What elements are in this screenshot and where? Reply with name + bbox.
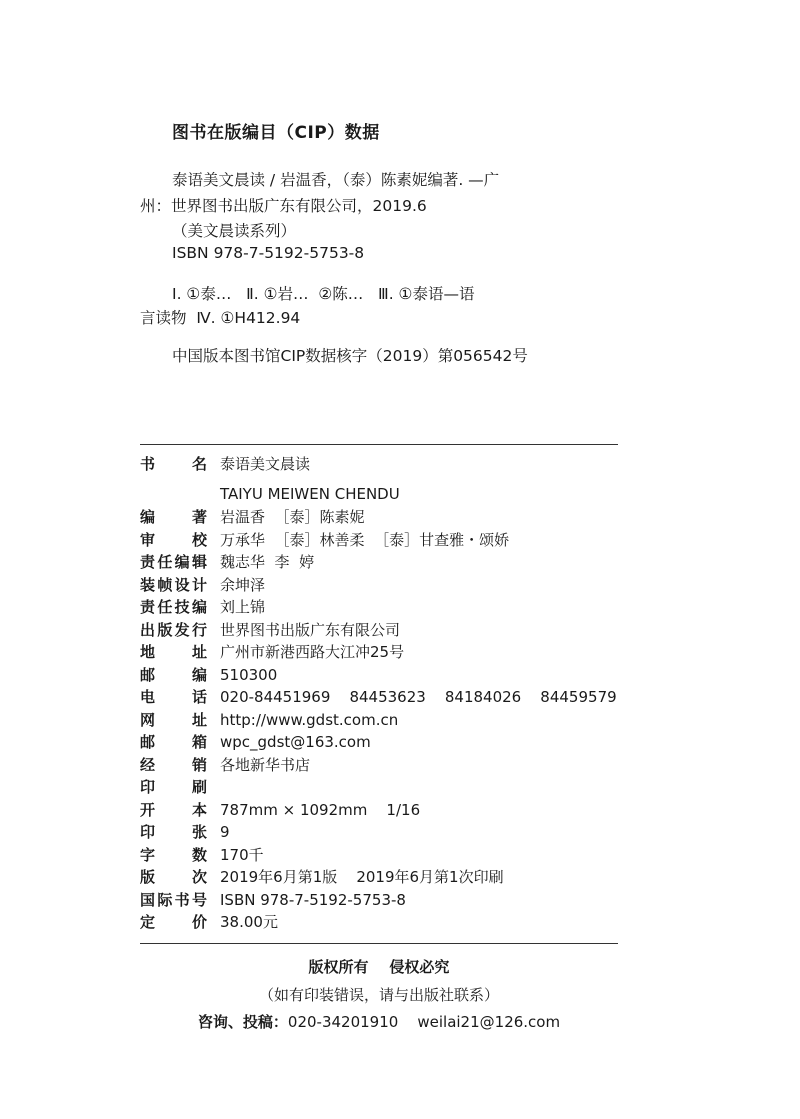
value: 各地新华书店: [220, 756, 311, 774]
cip-line: 泰语美文晨读 / 岩温香，（泰）陈素妮编著. —广: [172, 171, 500, 189]
value: 020-84451969 84453623 84184026 84459579: [220, 688, 617, 706]
label: 邮 箱: [140, 733, 207, 751]
cip-line: 言读物 Ⅳ. ①H412.94: [140, 309, 301, 327]
top-rule: [140, 444, 618, 445]
label: 国际书号: [140, 891, 207, 909]
value: 广州市新港西路大江冲25号: [220, 643, 405, 661]
label: 开 本: [140, 801, 207, 819]
label: 地 址: [140, 643, 207, 661]
label: 责任技编: [140, 598, 207, 616]
misprint-note: （如有印装错误，请与出版社联系）: [258, 986, 499, 1004]
value: wpc_gdst@163.com: [220, 733, 371, 751]
cip-number: 中国版本图书馆CIP数据核字（2019）第056542号: [172, 347, 528, 365]
value: 泰语美文晨读: [220, 455, 311, 473]
contact-value: 020-34201910 weilai21@126.com: [287, 1013, 561, 1031]
value: 9: [220, 823, 230, 841]
value: 787mm × 1092mm 1/16: [220, 801, 421, 819]
value: 岩温香 ［泰］陈素妮: [220, 508, 365, 526]
value: 余坤泽: [220, 576, 266, 594]
value: http://www.gdst.com.cn: [220, 711, 399, 729]
label: 责任编辑: [140, 553, 207, 571]
value: 刘上锦: [220, 598, 266, 616]
label: 定 价: [140, 913, 207, 931]
label: 网 址: [140, 711, 207, 729]
cip-line: （美文晨读系列）: [172, 222, 297, 240]
label: 邮 编: [140, 666, 207, 684]
label: 书 名: [140, 455, 207, 473]
cip-line: 州：世界图书出版广东有限公司，2019.6: [140, 197, 427, 215]
label: 经 销: [140, 756, 207, 774]
value: 世界图书出版广东有限公司: [220, 621, 401, 639]
value: ISBN 978-7-5192-5753-8: [220, 891, 406, 909]
value: TAIYU MEIWEN CHENDU: [220, 485, 400, 503]
value: 2019年6月第1版 2019年6月第1次印刷: [220, 868, 504, 886]
cip-line: Ⅰ. ①泰… Ⅱ. ①岩… ②陈… Ⅲ. ①泰语—语: [172, 285, 475, 303]
label: 版 次: [140, 868, 207, 886]
label: 装帧设计: [140, 576, 207, 594]
copyright-notice: 版权所有 侵权必究: [308, 958, 450, 976]
value: 38.00元: [220, 913, 278, 931]
contact-line: [140, 1011, 618, 1032]
contact-label: 咨询、投稿：: [197, 1013, 288, 1031]
value: 510300: [220, 666, 278, 684]
label: 编 著: [140, 508, 207, 526]
label: 审 校: [140, 531, 207, 549]
bottom-rule: [140, 943, 618, 944]
label: 电 话: [140, 688, 207, 706]
value: 魏志华 李 婷: [220, 553, 315, 571]
value: 万承华 ［泰］林善柔 ［泰］甘查雅・颂娇: [220, 531, 510, 549]
cip-title: 图书在版编目（CIP）数据: [172, 123, 380, 143]
label: 出版发行: [140, 621, 207, 639]
label: 印 刷: [140, 778, 207, 796]
label: 印 张: [140, 823, 207, 841]
value: 170千: [220, 846, 264, 864]
cip-line: ISBN 978-7-5192-5753-8: [172, 244, 365, 262]
label: 字 数: [140, 846, 207, 864]
